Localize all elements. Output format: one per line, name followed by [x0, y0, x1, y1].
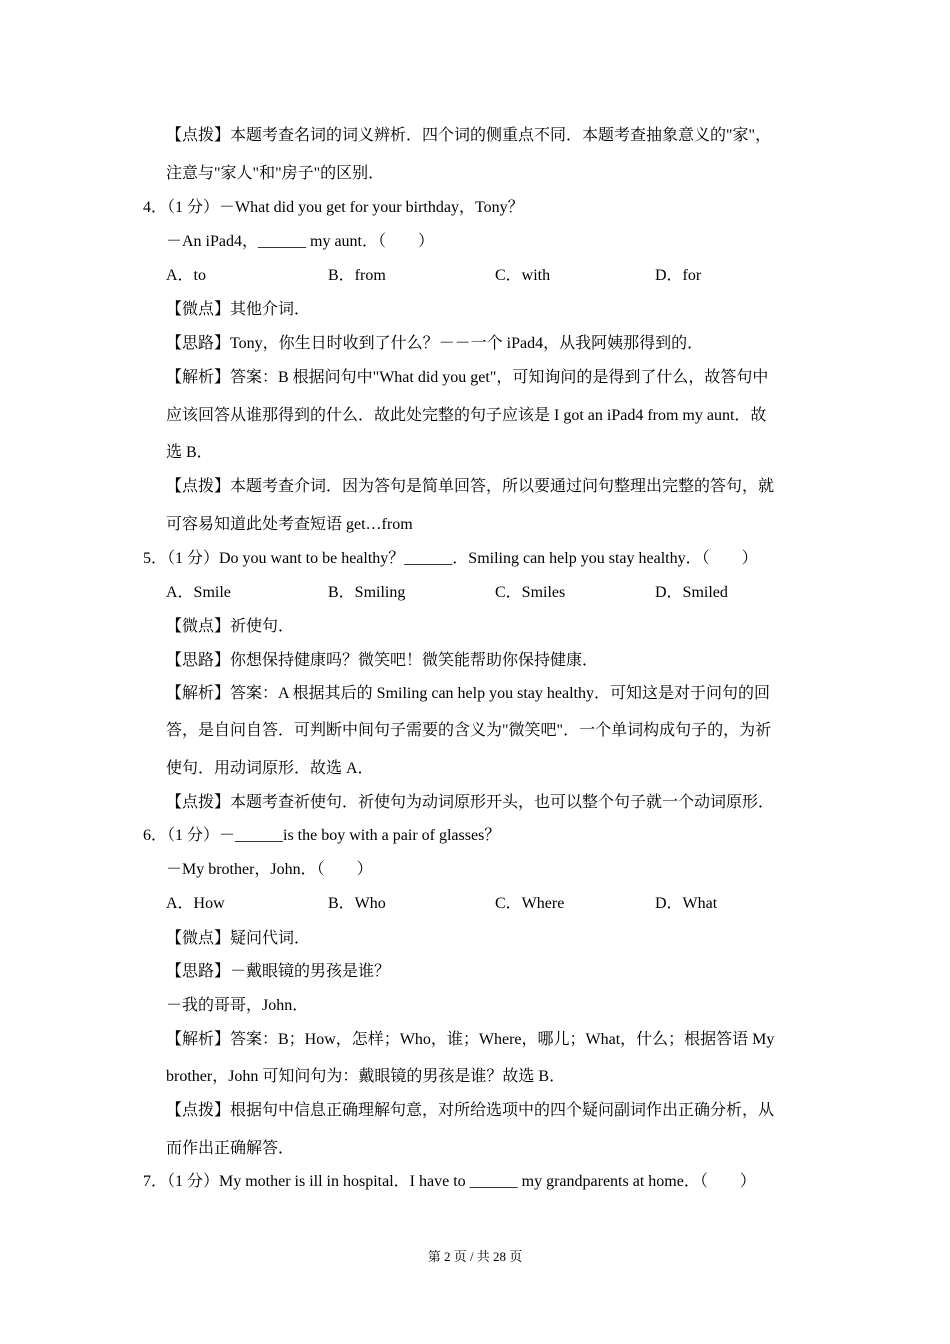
question-6-jiexi: brother，John 可知问句为：戴眼镜的男孩是谁？故选 B． [166, 1068, 566, 1085]
question-4-jiexi: 选 B． [166, 444, 213, 461]
question-5-option-c: C．Smiles [495, 584, 566, 601]
question-6-option-a: A．How [166, 895, 225, 912]
question-6-silu: －我的哥哥，John． [166, 997, 309, 1014]
question-5-silu: 【思路】你想保持健康吗？微笑吧！微笑能帮助你保持健康． [166, 652, 599, 669]
question-5-jiexi: 使句．用动词原形．故选 A． [166, 760, 374, 777]
question-5-option-a: A．Smile [166, 584, 231, 601]
question-6-jiexi: 【解析】答案：B；How，怎样；Who，谁；Where，哪儿；What，什么；根据答语 My [166, 1031, 775, 1048]
question-4-option-c: C．with [495, 267, 551, 284]
question-4-silu: 【思路】Tony，你生日时收到了什么？－－一个 iPad4，从我阿姨那得到的． [166, 335, 704, 352]
question-4-option-b: B．from [328, 267, 386, 284]
dianbo-text: 注意与"家人"和"房子"的区别． [166, 165, 385, 182]
question-4-option-a: A．to [166, 267, 207, 284]
question-6-line2: －My brother，John．（ ） [166, 861, 373, 878]
question-4-weidian: 【微点】其他介词． [166, 301, 311, 318]
question-5-weidian: 【微点】祈使句． [166, 618, 295, 635]
question-5-stem: 5．（1 分）Do you want to be healthy？______．Smiling can help you stay healthy．（ ） [143, 550, 758, 567]
question-4-option-d: D．for [655, 267, 702, 284]
page-number: 第 2 页 / 共 28 页 [427, 1249, 523, 1264]
question-5-option-b: B．Smiling [328, 584, 406, 601]
question-6-stem: 6．（1 分）－______is the boy with a pair of glasses？ [143, 827, 501, 844]
question-4-dianbo: 【点拨】本题考查介词．因为答句是简单回答，所以要通过问句整理出完整的答句，就 [166, 478, 775, 495]
question-6-dianbo: 而作出正确解答． [166, 1140, 295, 1157]
question-6-weidian: 【微点】疑问代词． [166, 930, 311, 947]
question-4-dianbo: 可容易知道此处考查短语 get…from [166, 516, 413, 533]
question-5-jiexi: 【解析】答案：A 根据其后的 Smiling can help you stay healthy．可知这是对于问句的回 [166, 685, 770, 702]
question-4-jiexi: 应该回答从谁那得到的什么．故此处完整的句子应该是 I got an iPad4 from my aunt．故 [166, 407, 767, 424]
question-5-option-d: D．Smiled [655, 584, 728, 601]
dianbo-text: 【点拨】本题考查名词的词义辨析．四个词的侧重点不同．本题考查抽象意义的"家"， [166, 127, 772, 144]
question-7-stem: 7．（1 分）My mother is ill in hospital．I have to ______ my grandparents at home．（ ） [143, 1173, 756, 1190]
question-5-dianbo: 【点拨】本题考查祈使句．祈使句为动词原形开头，也可以整个句子就一个动词原形． [166, 794, 775, 811]
question-6-silu: 【思路】－戴眼镜的男孩是谁？ [166, 963, 391, 980]
question-6-option-d: D．What [655, 895, 718, 912]
question-6-option-b: B．Who [328, 895, 386, 912]
question-4-stem: 4．（1 分）－What did you get for your birthday，Tony？ [143, 199, 524, 216]
question-4-jiexi: 【解析】答案：B 根据问句中"What did you get"，可知询问的是得到了什么，故答句中 [166, 369, 769, 386]
question-5-jiexi: 答，是自问自答．可判断中间句子需要的含义为"微笑吧"．一个单词构成句子的，为祈 [166, 722, 772, 739]
question-6-option-c: C．Where [495, 895, 565, 912]
question-4-line2: －An iPad4，______ my aunt．（ ） [166, 233, 434, 250]
question-6-dianbo: 【点拨】根据句中信息正确理解句意，对所给选项中的四个疑问副词作出正确分析，从 [166, 1102, 775, 1119]
